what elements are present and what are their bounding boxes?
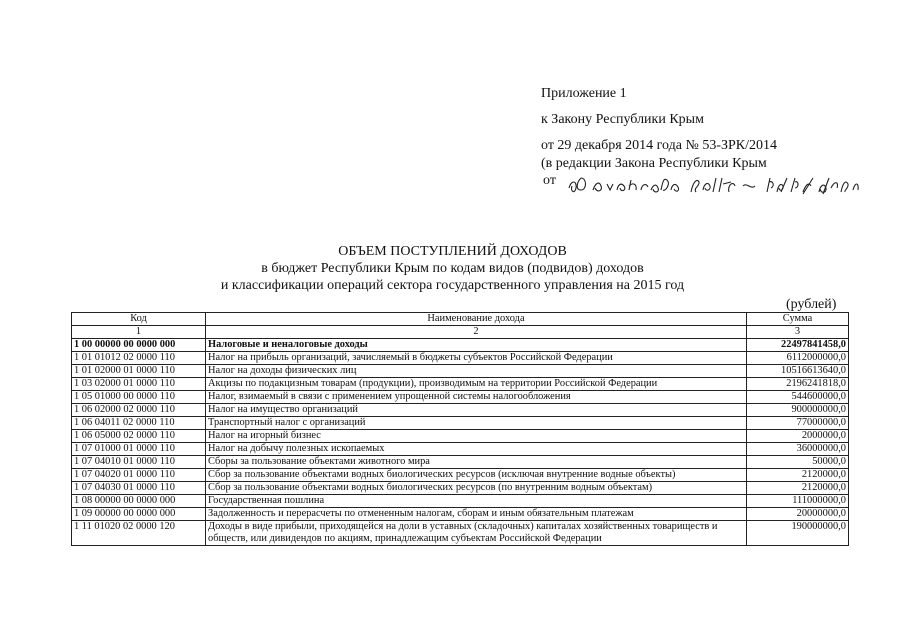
row-sum: 190000000,0 [747,521,849,546]
row-sum: 36000000,0 [747,443,849,456]
row-sum: 50000,0 [747,456,849,469]
appendix-law-date: от 29 декабря 2014 года № 53-ЗРК/2014 [541,138,778,153]
row-name: Налоговые и неналоговые доходы [206,339,747,352]
column-number-3: 3 [747,326,849,339]
row-sum: 10516613640,0 [747,365,849,378]
table-row [72,391,849,404]
row-sum: 111000000,0 [747,495,849,508]
title-line-3: и классификации операций сектора государственного управления на 2015 год [220,278,685,293]
row-name: Доходы в виде прибыли, приходящейся на доли в уставных (складочных) капиталах хозяйственных товариществ и обществ, или дивидендов по акциям, принадлежащим субъектам Российской Федерации [206,521,747,546]
row-sum: 2000000,0 [747,430,849,443]
row-name: Транспортный налог с организаций [206,417,747,430]
table-row [72,404,849,417]
appendix-law-ref: к Закону Республики Крым [541,112,704,127]
row-name: Сбор за пользование объектами водных биологических ресурсов (по внутренним водным объектам) [206,482,747,495]
row-code: 1 06 05000 02 0000 110 [72,430,206,443]
table-row [72,508,849,521]
row-code: 1 07 04020 01 0000 110 [72,469,206,482]
row-name: Задолженность и перерасчеты по отмененным налогам, сборам и иным обязательным платежам [206,508,747,521]
row-sum: 2120000,0 [747,469,849,482]
row-code: 1 01 02000 01 0000 110 [72,365,206,378]
table-row [72,339,849,352]
table-row [72,352,849,365]
handwritten-revision-date [543,170,853,200]
row-sum: 77000000,0 [747,417,849,430]
table-row [72,443,849,456]
table-row [72,521,849,546]
row-sum: 544600000,0 [747,391,849,404]
appendix-revision-note: (в редакции Закона Республики Крым [541,156,767,171]
header-sum: Сумма [747,313,849,326]
row-name: Налог на прибыль организаций, зачисляемый в бюджеты субъектов Российской Федерации [206,352,747,365]
row-name: Налог на добычу полезных ископаемых [206,443,747,456]
row-code: 1 01 01012 02 0000 110 [72,352,206,365]
row-name: Сбор за пользование объектами водных биологических ресурсов (исключая внутренние водные объекты) [206,469,747,482]
table-row [72,430,849,443]
table-row [72,365,849,378]
header-code: Код [72,313,206,326]
appendix-number: Приложение 1 [541,86,627,101]
row-code: 1 08 00000 00 0000 000 [72,495,206,508]
table-row [72,378,849,391]
row-code: 1 07 04030 01 0000 110 [72,482,206,495]
row-sum: 22497841458,0 [747,339,849,352]
row-sum: 6112000000,0 [747,352,849,365]
row-code: 1 06 02000 02 0000 110 [72,404,206,417]
revision-prefix: от [543,173,556,188]
row-code: 1 05 01000 00 0000 110 [72,391,206,404]
table-row [72,482,849,495]
row-code: 1 06 04011 02 0000 110 [72,417,206,430]
row-code: 1 03 02000 01 0000 110 [72,378,206,391]
row-name: Сборы за пользование объектами животного мира [206,456,747,469]
row-name: Налог на доходы физических лиц [206,365,747,378]
document-title [0,243,905,294]
row-sum: 2120000,0 [747,482,849,495]
table-body [72,339,849,546]
handwritten-signature-text [563,170,863,200]
column-number-1: 1 [72,326,206,339]
table-row [72,495,849,508]
table-row [72,456,849,469]
row-code: 1 07 04010 01 0000 110 [72,456,206,469]
row-code: 1 09 00000 00 0000 000 [72,508,206,521]
row-name: Налог на имущество организаций [206,404,747,417]
header-name: Наименование дохода [206,313,747,326]
row-name: Налог на игорный бизнес [206,430,747,443]
row-name: Государственная пошлина [206,495,747,508]
row-code: 1 00 00000 00 0000 000 [72,339,206,352]
row-code: 1 07 01000 01 0000 110 [72,443,206,456]
row-name: Налог, взимаемый в связи с применением упрощенной системы налогообложения [206,391,747,404]
column-number-2: 2 [206,326,747,339]
table-row [72,417,849,430]
row-sum: 2196241818,0 [747,378,849,391]
title-line-1: ОБЪЕМ ПОСТУПЛЕНИЙ ДОХОДОВ [338,244,567,259]
table-row [72,469,849,482]
row-sum: 20000000,0 [747,508,849,521]
row-sum: 900000000,0 [747,404,849,417]
revenue-table [71,312,849,546]
units-label: (рублей) [786,297,837,312]
title-line-2: в бюджет Республики Крым по кодам видов (подвидов) доходов [261,261,644,276]
row-code: 1 11 01020 02 0000 120 [72,521,206,546]
row-name: Акцизы по подакцизным товарам (продукции), производимым на территории Российской Федерации [206,378,747,391]
